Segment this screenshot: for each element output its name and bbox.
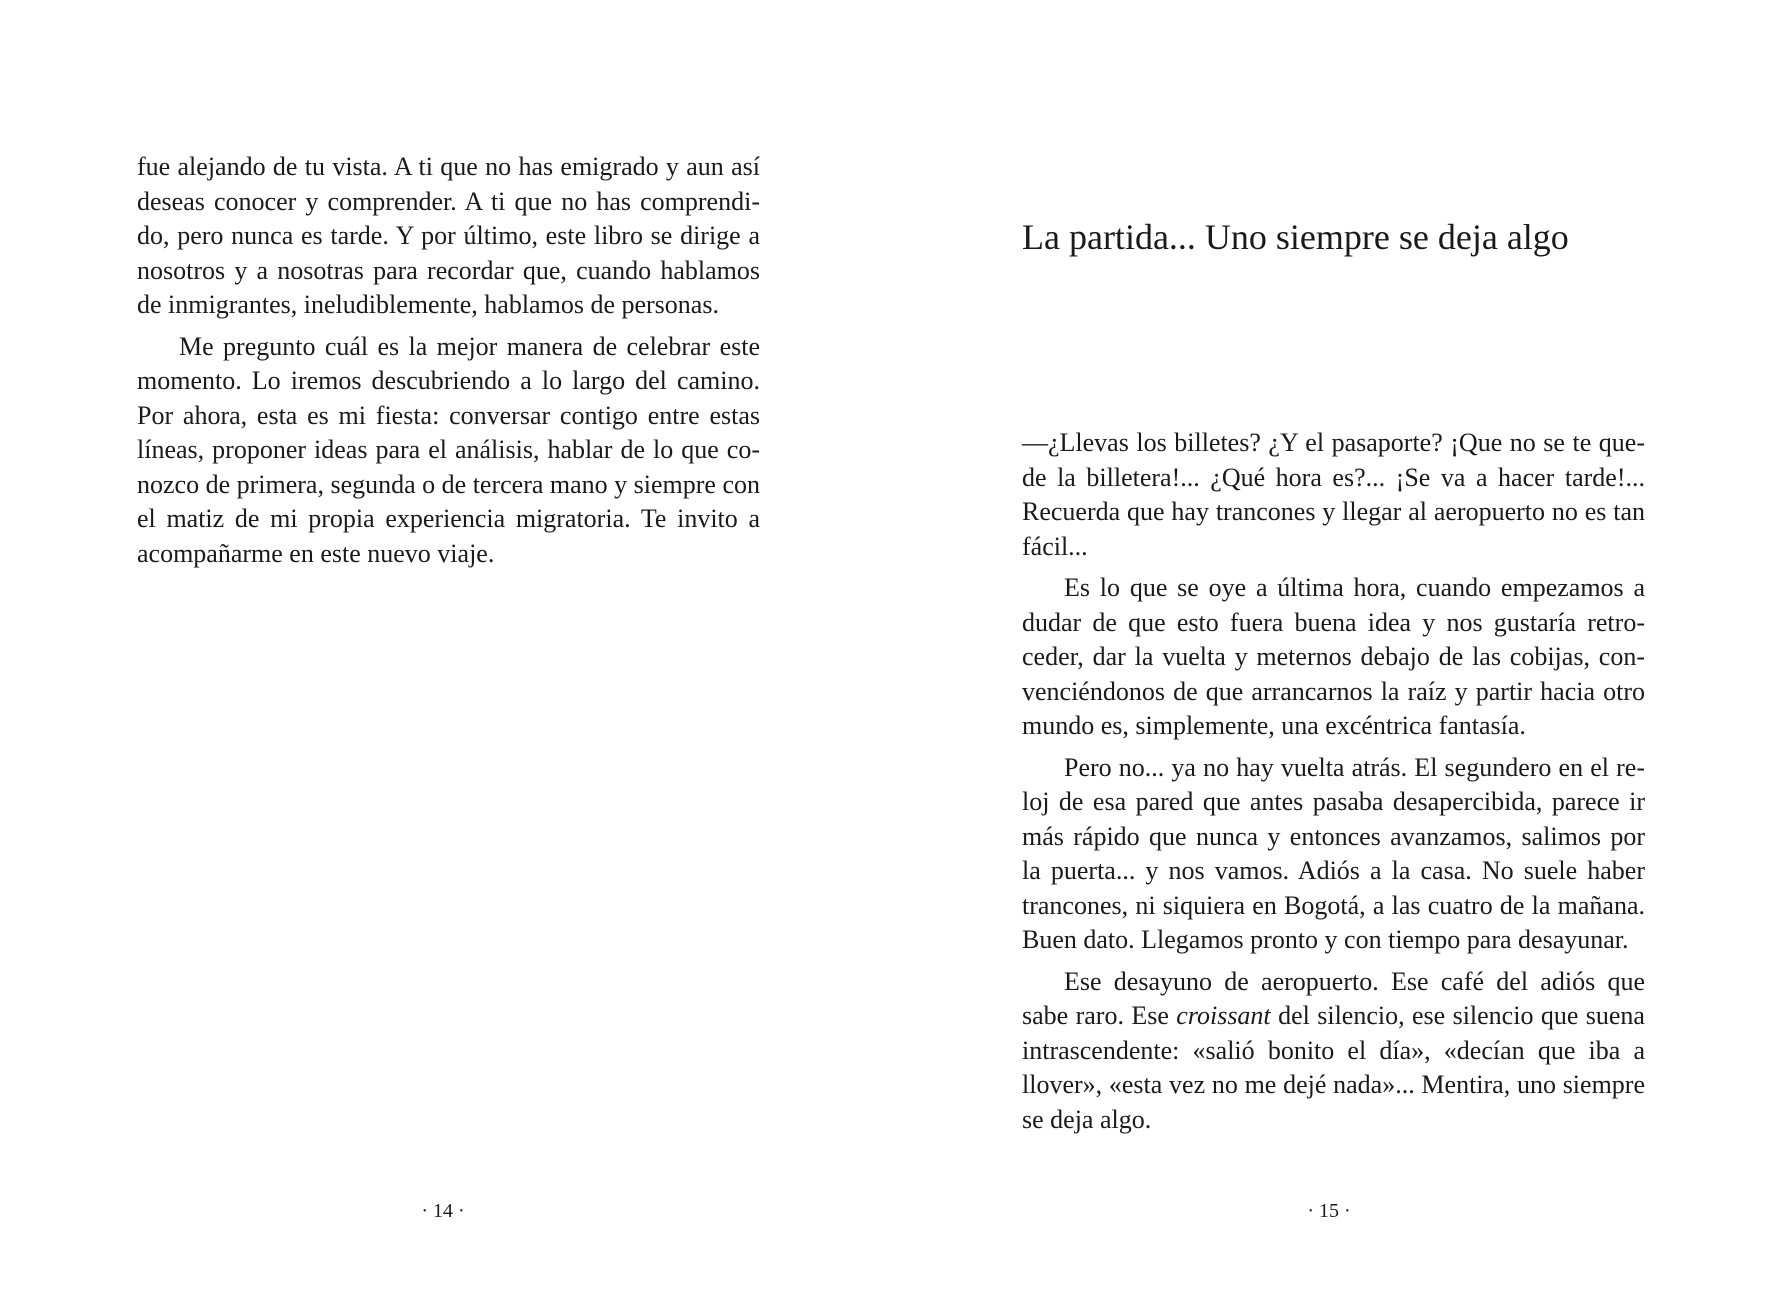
- page-number-right: · 15 ·: [1307, 1200, 1351, 1222]
- right-page-body: [1022, 426, 1645, 1144]
- left-page-body: [137, 150, 760, 578]
- italic-word: croissant: [1176, 1001, 1271, 1030]
- paragraph: Es lo que se oye a última hora, cuando empezamos a dudar de que esto fuera buena idea y nos gustaría retroceder, dar la vuelta y meternos debajo de las cobijas, convenciéndonos de que arrancarnos la raíz y partir hacia otro mundo es, simplemente, una excéntrica fantasía.: [1022, 573, 1645, 740]
- paragraph-text: del silencio, ese silencio que suena intrascendente: «salió bonito el día», «decían que iba a llover», «esta vez no me dejé nada»... Mentira, uno siempre se deja algo.: [1022, 1001, 1645, 1134]
- paragraph: —¿Llevas los billetes? ¿Y el pasaporte? ¡Que no se te quede la billetera!... ¿Qué hora es?... ¡Se va a hacer tarde!... Recuerda que hay trancones y llegar al aeropuerto no es tan fácil...: [1022, 428, 1645, 561]
- chapter-title: La partida... Uno siempre se deja algo: [1022, 217, 1569, 257]
- paragraph: [1022, 965, 1645, 1138]
- paragraph: Pero no... ya no hay vuelta atrás. El segundero en el reloj de esa pared que antes pasaba desapercibida, parece ir más rápido que nunca y entonces avanzamos, salimos por la puerta... y nos vamos. Adiós a la casa. No suele haber trancones, ni siquiera en Bogotá, a las cuatro de la mañana. Buen dato. Llegamos pronto y con tiempo para desayunar.: [1022, 752, 1645, 954]
- paragraph: Me pregunto cuál es la mejor manera de celebrar este momento. Lo iremos descubriendo a lo largo del camino. Por ahora, esta es mi fiesta: conversar contigo entre estas líneas, proponer ideas para el análisis, hablar de lo que conozco de primera, segunda o de tercera mano y siempre con el matiz de mi propia experiencia migratoria. Te invito a acompañarme en este nuevo viaje.: [137, 331, 761, 568]
- page-number-left: · 14 ·: [421, 1200, 465, 1222]
- right-page: [886, 0, 1772, 1299]
- paragraph-text: Ese desayuno de aeropuerto. Ese café del adiós que sabe raro. Ese: [1022, 966, 1645, 1030]
- paragraph: fue alejando de tu vista. A ti que no has emigrado y aun así deseas conocer y comprender. A ti que no has comprendido, pero nunca es tarde. Y por último, este libro se dirige a nosotros y a nosotras para recordar que, cuando hablamos de inmigrantes, ineludiblemente, hablamos de personas.: [137, 152, 760, 319]
